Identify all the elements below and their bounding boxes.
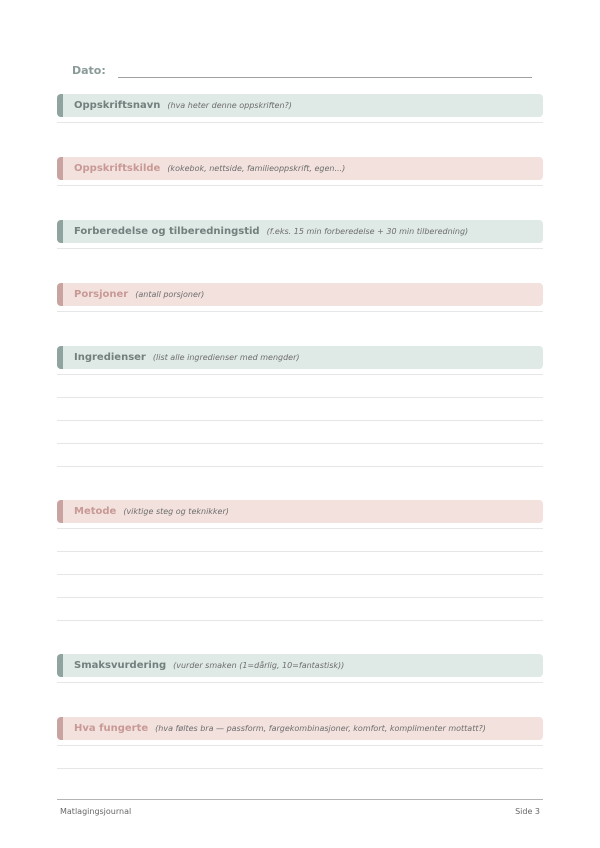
section-title: Porsjoner [74, 289, 129, 300]
writing-line[interactable] [57, 768, 543, 769]
section-prep-time [57, 220, 543, 243]
section-hint: (viktige steg og teknikker) [123, 507, 229, 516]
date-input-line[interactable] [118, 77, 532, 78]
writing-line[interactable] [57, 745, 543, 746]
writing-line[interactable] [57, 597, 543, 598]
writing-line[interactable] [57, 420, 543, 421]
writing-line[interactable] [57, 185, 543, 186]
section-title: Oppskriftskilde [74, 163, 161, 174]
writing-line[interactable] [57, 248, 543, 249]
section-recipe-name [57, 94, 543, 117]
writing-line[interactable] [57, 311, 543, 312]
writing-line[interactable] [57, 528, 543, 529]
footer-divider [57, 799, 543, 800]
section-taste-rating [57, 654, 543, 677]
section-title: Ingredienser [74, 352, 146, 363]
section-hint: (antall porsjoner) [135, 290, 205, 299]
section-title: Oppskriftsnavn [74, 100, 161, 111]
section-hint: (list alle ingredienser med mengder) [152, 353, 300, 362]
footer-journal-name: Matlagingsjournal [60, 807, 132, 816]
writing-line[interactable] [57, 682, 543, 683]
section-method [57, 500, 543, 523]
section-hint: (hva føltes bra — passform, fargekombinasjoner, komfort, komplimenter mottatt?) [155, 724, 486, 733]
section-servings [57, 283, 543, 306]
section-title: Hva fungerte [74, 723, 149, 734]
writing-line[interactable] [57, 374, 543, 375]
section-hint: (f.eks. 15 min forberedelse + 30 min tilberedning) [266, 227, 469, 236]
writing-line[interactable] [57, 574, 543, 575]
writing-line[interactable] [57, 620, 543, 621]
date-label: Dato: [72, 64, 106, 77]
section-hint: (vurder smaken (1=dårlig, 10=fantastisk)) [173, 661, 345, 670]
writing-line[interactable] [57, 551, 543, 552]
section-title: Smaksvurdering [74, 660, 167, 671]
section-hint: (hva heter denne oppskriften?) [167, 101, 292, 110]
writing-line[interactable] [57, 397, 543, 398]
section-title: Metode [74, 506, 117, 517]
writing-line[interactable] [57, 443, 543, 444]
section-recipe-source [57, 157, 543, 180]
writing-line[interactable] [57, 122, 543, 123]
section-what-worked [57, 717, 543, 740]
footer-page-number: Side 3 [515, 807, 540, 816]
section-hint: (kokebok, nettside, familieoppskrift, egen...) [167, 164, 346, 173]
section-title: Forberedelse og tilberedningstid [74, 226, 260, 237]
section-ingredients [57, 346, 543, 369]
writing-line[interactable] [57, 466, 543, 467]
